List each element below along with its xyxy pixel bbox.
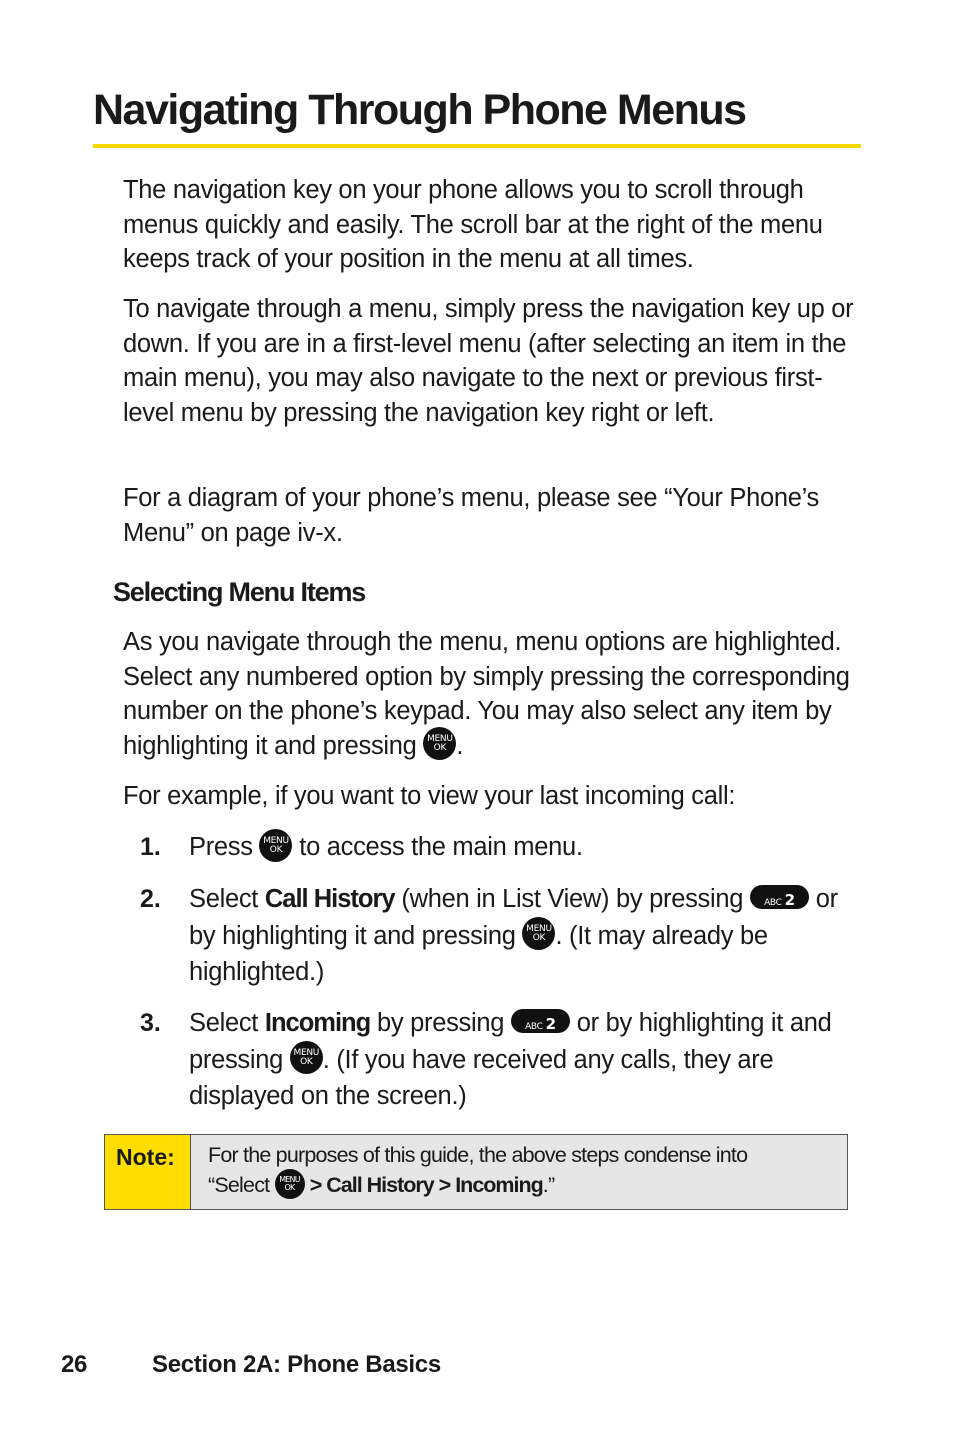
page-title: Navigating Through Phone Menus: [93, 86, 746, 134]
menu-ok-key-icon: MENU OK: [423, 727, 456, 760]
step-2-text: Select Call History (when in List View) by pressing ABC 2 or by highlighting it and pressing MENU OK . (It may already be highlighted.): [189, 885, 838, 986]
intro-paragraph-1: The navigation key on your phone allows you to scroll through menus quickly and easily. The scroll bar at the right of the menu keeps track of your position in the menu at all times.: [123, 176, 823, 273]
section-paragraph-1-end: .: [456, 731, 464, 760]
menu-ok-key-icon: MENU OK: [275, 1169, 305, 1199]
note-line-1: For the purposes of this guide, the above steps condense into: [208, 1143, 748, 1167]
section-paragraph-1-text: As you navigate through the menu, menu options are highlighted. Select any numbered option by simply pressing the corresponding number on the phone’s keypad. You may also select any item by highlighting it and pressing: [123, 628, 850, 760]
section-label: Section 2A: Phone Basics: [152, 1351, 441, 1378]
page-number: 26: [61, 1351, 88, 1378]
abc-2-key-icon: ABC 2: [511, 1009, 570, 1033]
intro-paragraph-3: For a diagram of your phone’s menu, please see “Your Phone’s Menu” on page iv-x.: [123, 484, 819, 547]
menu-ok-key-icon: MENU OK: [259, 829, 292, 862]
step-number: 1.: [140, 833, 161, 861]
section-paragraph-2: For example, if you want to view your last incoming call:: [123, 782, 736, 810]
menu-item-call-history: Call History: [264, 885, 395, 913]
note-line-2: “Select MENU OK > Call History > Incoming.”: [208, 1170, 847, 1201]
intro-paragraph-2: To navigate through a menu, simply press the navigation key up or down. If you are in a first-level menu (after selecting an item in the main menu), you may also navigate to the next or previous first-level menu by pressing the navigation key right or left.: [123, 295, 854, 427]
step-3-text: Select Incoming by pressing ABC 2 or by highlighting it and pressing MENU OK . (If you have received any calls, they are displayed on the screen.): [189, 1009, 832, 1110]
step-number: 3.: [140, 1009, 161, 1037]
menu-ok-key-icon: MENU OK: [290, 1041, 323, 1074]
menu-ok-key-icon: MENU OK: [522, 917, 555, 950]
title-rule: [93, 144, 861, 148]
section-heading: Selecting Menu Items: [113, 577, 366, 607]
note-menu-path: > Call History > Incoming: [309, 1173, 543, 1197]
section-paragraph-1: [123, 625, 863, 763]
menu-item-incoming: Incoming: [264, 1009, 371, 1037]
abc-2-key-icon: ABC 2: [750, 885, 809, 909]
step-1-text: Press MENU OK to access the main menu.: [189, 829, 869, 866]
note-label: Note:: [105, 1135, 191, 1209]
note-text: [191, 1135, 847, 1209]
step-number: 2.: [140, 885, 161, 913]
note-box: [104, 1134, 848, 1210]
